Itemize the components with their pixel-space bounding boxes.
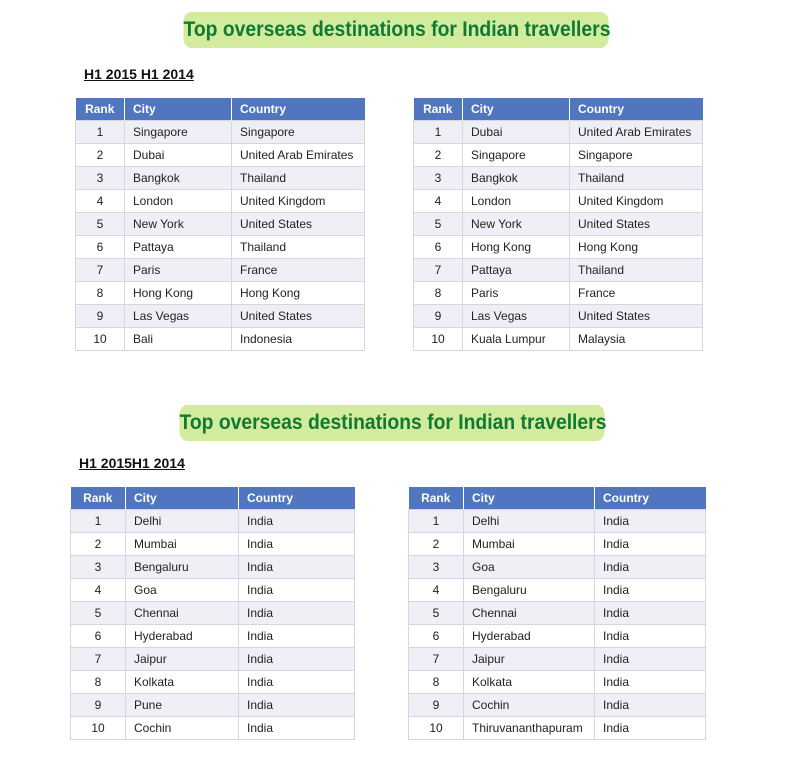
rank-cell: 4	[409, 579, 464, 602]
city-cell: Bengaluru	[126, 556, 239, 579]
table-row	[71, 671, 355, 694]
table-row	[414, 236, 703, 259]
country-cell: India	[595, 671, 706, 694]
city-cell: London	[125, 190, 232, 213]
table-row	[76, 121, 365, 144]
table-row	[71, 510, 355, 533]
rank-cell: 9	[409, 694, 464, 717]
rank-cell: 3	[409, 556, 464, 579]
table-header-row	[409, 487, 706, 510]
table-row	[76, 259, 365, 282]
city-cell: Bengaluru	[464, 579, 595, 602]
city-cell: Dubai	[125, 144, 232, 167]
column-header-rank: Rank	[76, 98, 125, 121]
column-header-city: City	[125, 98, 232, 121]
city-cell: Jaipur	[464, 648, 595, 671]
rank-cell: 7	[414, 259, 463, 282]
city-cell: Dubai	[463, 121, 570, 144]
country-cell: India	[595, 625, 706, 648]
city-cell: Hyderabad	[464, 625, 595, 648]
city-cell: Delhi	[464, 510, 595, 533]
country-cell: United Arab Emirates	[570, 121, 703, 144]
country-cell: India	[595, 556, 706, 579]
table-row	[414, 328, 703, 351]
country-cell: India	[595, 510, 706, 533]
city-cell: Las Vegas	[463, 305, 570, 328]
city-cell: Bangkok	[463, 167, 570, 190]
section-1-title: Top overseas destinations for Indian travellers	[183, 12, 608, 48]
table-row	[414, 167, 703, 190]
rank-cell: 5	[71, 602, 126, 625]
country-cell: India	[239, 533, 355, 556]
column-header-country: Country	[570, 98, 703, 121]
city-cell: Chennai	[126, 602, 239, 625]
city-cell: Kolkata	[126, 671, 239, 694]
rank-cell: 4	[76, 190, 125, 213]
country-cell: India	[595, 533, 706, 556]
city-cell: Bali	[125, 328, 232, 351]
section-1-table-h1-2015	[75, 98, 365, 351]
table-row	[414, 144, 703, 167]
rank-cell: 5	[409, 602, 464, 625]
rank-cell: 2	[409, 533, 464, 556]
table-row	[71, 648, 355, 671]
country-cell: India	[595, 579, 706, 602]
rank-cell: 8	[409, 671, 464, 694]
country-cell: United States	[570, 213, 703, 236]
section-2-title: Top overseas destinations for Indian travellers	[179, 405, 604, 441]
rank-cell: 7	[76, 259, 125, 282]
rank-cell: 10	[76, 328, 125, 351]
country-cell: Thailand	[570, 259, 703, 282]
table-row	[409, 625, 706, 648]
table-header-row	[414, 98, 703, 121]
table-row	[409, 556, 706, 579]
country-cell: Singapore	[570, 144, 703, 167]
rank-cell: 2	[414, 144, 463, 167]
city-cell: Goa	[126, 579, 239, 602]
country-cell: India	[239, 694, 355, 717]
rank-cell: 3	[414, 167, 463, 190]
table-row	[76, 190, 365, 213]
table-row	[76, 305, 365, 328]
city-cell: New York	[125, 213, 232, 236]
country-cell: United Kingdom	[232, 190, 365, 213]
country-cell: Hong Kong	[570, 236, 703, 259]
city-cell: Cochin	[464, 694, 595, 717]
country-cell: India	[239, 510, 355, 533]
city-cell: Paris	[463, 282, 570, 305]
column-header-country: Country	[239, 487, 355, 510]
country-cell: India	[239, 579, 355, 602]
table-header-row	[76, 98, 365, 121]
table-row	[76, 236, 365, 259]
rank-cell: 6	[71, 625, 126, 648]
country-cell: India	[239, 648, 355, 671]
section-2-table-h1-2014	[408, 487, 706, 740]
rank-cell: 10	[414, 328, 463, 351]
city-cell: Delhi	[126, 510, 239, 533]
rank-cell: 5	[76, 213, 125, 236]
section-1-table-h1-2014	[413, 98, 703, 351]
rank-cell: 6	[76, 236, 125, 259]
column-header-city: City	[464, 487, 595, 510]
rank-cell: 8	[414, 282, 463, 305]
rank-cell: 5	[414, 213, 463, 236]
city-cell: Mumbai	[126, 533, 239, 556]
rank-cell: 1	[414, 121, 463, 144]
table-row	[414, 121, 703, 144]
column-header-rank: Rank	[414, 98, 463, 121]
country-cell: Thailand	[232, 167, 365, 190]
country-cell: India	[595, 602, 706, 625]
country-cell: Hong Kong	[232, 282, 365, 305]
city-cell: Kuala Lumpur	[463, 328, 570, 351]
country-cell: France	[232, 259, 365, 282]
country-cell: India	[239, 625, 355, 648]
city-cell: Goa	[464, 556, 595, 579]
section-2-period: H1 2015H1 2014	[79, 455, 185, 471]
country-cell: India	[239, 556, 355, 579]
rank-cell: 2	[71, 533, 126, 556]
rank-cell: 4	[71, 579, 126, 602]
city-cell: Pattaya	[125, 236, 232, 259]
table-row	[414, 190, 703, 213]
country-cell: United States	[232, 213, 365, 236]
city-cell: Thiruvananthapuram	[464, 717, 595, 740]
table-row	[71, 533, 355, 556]
city-cell: Singapore	[125, 121, 232, 144]
section-2-table-h1-2015	[70, 487, 355, 740]
column-header-city: City	[126, 487, 239, 510]
table-row	[71, 625, 355, 648]
column-header-country: Country	[595, 487, 706, 510]
table-row	[409, 717, 706, 740]
rank-cell: 10	[409, 717, 464, 740]
column-header-rank: Rank	[71, 487, 126, 510]
rank-cell: 10	[71, 717, 126, 740]
table-header-row	[71, 487, 355, 510]
country-cell: India	[239, 717, 355, 740]
country-cell: United States	[570, 305, 703, 328]
table-row	[414, 213, 703, 236]
city-cell: London	[463, 190, 570, 213]
rank-cell: 9	[76, 305, 125, 328]
table-row	[76, 213, 365, 236]
country-cell: Indonesia	[232, 328, 365, 351]
country-cell: India	[239, 602, 355, 625]
country-cell: United Kingdom	[570, 190, 703, 213]
table-row	[414, 259, 703, 282]
table-row	[76, 282, 365, 305]
rank-cell: 1	[409, 510, 464, 533]
rank-cell: 8	[71, 671, 126, 694]
city-cell: Jaipur	[126, 648, 239, 671]
rank-cell: 1	[76, 121, 125, 144]
country-cell: Singapore	[232, 121, 365, 144]
city-cell: Pune	[126, 694, 239, 717]
table-row	[409, 671, 706, 694]
city-cell: Paris	[125, 259, 232, 282]
table-row	[409, 694, 706, 717]
city-cell: Mumbai	[464, 533, 595, 556]
table-row	[409, 648, 706, 671]
table-row	[71, 694, 355, 717]
rank-cell: 1	[71, 510, 126, 533]
city-cell: Las Vegas	[125, 305, 232, 328]
city-cell: Kolkata	[464, 671, 595, 694]
country-cell: India	[239, 671, 355, 694]
city-cell: Singapore	[463, 144, 570, 167]
city-cell: Chennai	[464, 602, 595, 625]
city-cell: New York	[463, 213, 570, 236]
country-cell: France	[570, 282, 703, 305]
rank-cell: 4	[414, 190, 463, 213]
country-cell: Malaysia	[570, 328, 703, 351]
column-header-rank: Rank	[409, 487, 464, 510]
section-1-period: H1 2015 H1 2014	[84, 66, 194, 82]
table-row	[409, 579, 706, 602]
table-row	[71, 579, 355, 602]
rank-cell: 2	[76, 144, 125, 167]
column-header-country: Country	[232, 98, 365, 121]
rank-cell: 9	[414, 305, 463, 328]
rank-cell: 9	[71, 694, 126, 717]
column-header-city: City	[463, 98, 570, 121]
rank-cell: 7	[71, 648, 126, 671]
city-cell: Bangkok	[125, 167, 232, 190]
table-row	[414, 282, 703, 305]
table-row	[409, 510, 706, 533]
rank-cell: 3	[71, 556, 126, 579]
rank-cell: 6	[414, 236, 463, 259]
rank-cell: 6	[409, 625, 464, 648]
country-cell: Thailand	[232, 236, 365, 259]
city-cell: Cochin	[126, 717, 239, 740]
rank-cell: 3	[76, 167, 125, 190]
table-row	[76, 167, 365, 190]
city-cell: Pattaya	[463, 259, 570, 282]
country-cell: India	[595, 694, 706, 717]
country-cell: India	[595, 648, 706, 671]
country-cell: United States	[232, 305, 365, 328]
city-cell: Hyderabad	[126, 625, 239, 648]
country-cell: United Arab Emirates	[232, 144, 365, 167]
rank-cell: 8	[76, 282, 125, 305]
table-row	[409, 533, 706, 556]
table-row	[414, 305, 703, 328]
city-cell: Hong Kong	[125, 282, 232, 305]
table-row	[71, 602, 355, 625]
city-cell: Hong Kong	[463, 236, 570, 259]
table-row	[76, 144, 365, 167]
country-cell: Thailand	[570, 167, 703, 190]
rank-cell: 7	[409, 648, 464, 671]
country-cell: India	[595, 717, 706, 740]
table-row	[76, 328, 365, 351]
table-row	[409, 602, 706, 625]
table-row	[71, 556, 355, 579]
table-row	[71, 717, 355, 740]
